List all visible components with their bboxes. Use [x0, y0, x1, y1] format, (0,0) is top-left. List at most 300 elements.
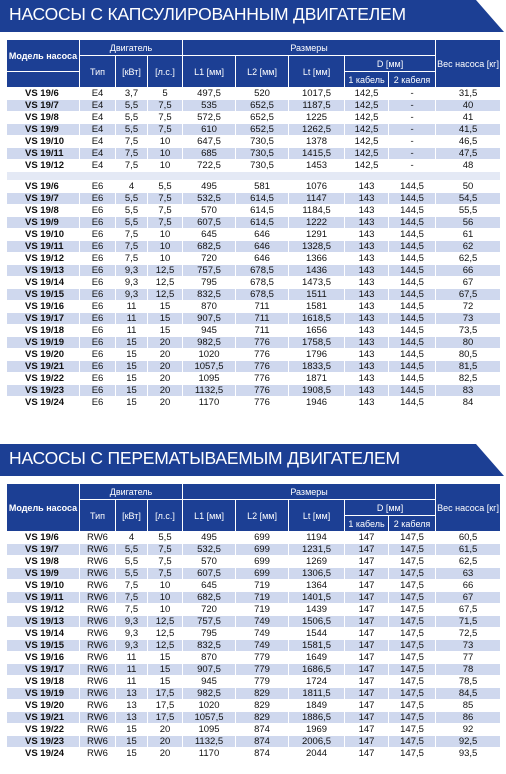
cell-type: E4: [80, 160, 116, 172]
cell-l2: 719: [236, 604, 289, 616]
header-d: D [мм]: [345, 56, 436, 72]
cell-l1: 795: [183, 628, 236, 640]
cell-kw: 5,5: [116, 124, 148, 136]
cell-lt: 1306,5: [289, 568, 345, 580]
cell-d-two-cables: 144,5: [389, 265, 436, 277]
cell-hp: 12,5: [148, 616, 183, 628]
cell-d-two-cables: 147,5: [389, 748, 436, 760]
cell-weight: 82,5: [436, 373, 501, 385]
cell-model: VS 19/12: [7, 160, 80, 172]
cell-l2: 614,5: [236, 205, 289, 217]
cell-kw: 15: [116, 397, 148, 409]
cell-d-one-cable: 142,5: [345, 100, 389, 112]
table-row: [7, 193, 501, 205]
cell-hp: 7,5: [148, 217, 183, 229]
cell-weight: 61,5: [436, 544, 501, 556]
cell-lt: 1291: [289, 229, 345, 241]
cell-l1: 1170: [183, 397, 236, 409]
cell-d-two-cables: 144,5: [389, 217, 436, 229]
cell-d-one-cable: 143: [345, 241, 389, 253]
cell-d-one-cable: 147: [345, 580, 389, 592]
cell-d-two-cables: 144,5: [389, 193, 436, 205]
cell-type: RW6: [80, 544, 116, 556]
table-row: [7, 148, 501, 160]
header-model-spacer: [7, 72, 80, 88]
cell-weight: 73: [436, 313, 501, 325]
table-row: [7, 736, 501, 748]
cell-l1: 722,5: [183, 160, 236, 172]
cell-kw: 5,5: [116, 556, 148, 568]
cell-type: RW6: [80, 580, 116, 592]
cell-kw: 9,3: [116, 289, 148, 301]
cell-model: VS 19/7: [7, 193, 80, 205]
cell-weight: 46,5: [436, 136, 501, 148]
cell-type: RW6: [80, 628, 116, 640]
cell-type: RW6: [80, 640, 116, 652]
cell-type: E6: [80, 205, 116, 217]
cell-hp: 7,5: [148, 193, 183, 205]
cell-hp: 15: [148, 676, 183, 688]
cell-kw: 7,5: [116, 229, 148, 241]
cell-hp: 20: [148, 736, 183, 748]
cell-model: VS 19/8: [7, 556, 80, 568]
cell-lt: 1656: [289, 325, 345, 337]
cell-hp: 20: [148, 724, 183, 736]
cell-d-two-cables: -: [389, 124, 436, 136]
table-body: [7, 181, 501, 409]
cell-d-one-cable: 147: [345, 640, 389, 652]
cell-l1: 570: [183, 205, 236, 217]
cell-lt: 1506,5: [289, 616, 345, 628]
cell-lt: 1366: [289, 253, 345, 265]
table-row: [7, 664, 501, 676]
cell-weight: 55,5: [436, 205, 501, 217]
cell-weight: 83: [436, 385, 501, 397]
header-l2: L2 [мм]: [236, 500, 289, 532]
table-row: [7, 229, 501, 241]
cell-hp: 7,5: [148, 100, 183, 112]
cell-l2: 776: [236, 349, 289, 361]
cell-lt: 1187,5: [289, 100, 345, 112]
table-row: [7, 277, 501, 289]
cell-kw: 15: [116, 349, 148, 361]
cell-kw: 5,5: [116, 205, 148, 217]
cell-hp: 10: [148, 241, 183, 253]
header-l1: L1 [мм]: [183, 56, 236, 88]
cell-type: RW6: [80, 532, 116, 544]
cell-d-one-cable: 147: [345, 700, 389, 712]
cell-l1: 645: [183, 580, 236, 592]
cell-d-one-cable: 147: [345, 544, 389, 556]
cell-hp: 10: [148, 229, 183, 241]
cell-lt: 1833,5: [289, 361, 345, 373]
cell-lt: 1328,5: [289, 241, 345, 253]
table-row: [7, 349, 501, 361]
cell-l1: 682,5: [183, 241, 236, 253]
section-title-rewindable: НАСОСЫ С ПЕРЕМАТЫВАЕМЫМ ДВИГАТЕЛЕМ: [9, 448, 400, 468]
cell-d-two-cables: 147,5: [389, 616, 436, 628]
cell-kw: 11: [116, 313, 148, 325]
cell-d-two-cables: 144,5: [389, 229, 436, 241]
cell-model: VS 19/11: [7, 241, 80, 253]
cell-lt: 1225: [289, 112, 345, 124]
cell-kw: 5,5: [116, 193, 148, 205]
cell-d-one-cable: 143: [345, 301, 389, 313]
cell-d-two-cables: -: [389, 160, 436, 172]
cell-lt: 1364: [289, 580, 345, 592]
cell-d-two-cables: 147,5: [389, 640, 436, 652]
cell-l2: 719: [236, 592, 289, 604]
cell-model: VS 19/23: [7, 385, 80, 397]
cell-kw: 11: [116, 664, 148, 676]
cell-kw: 11: [116, 301, 148, 313]
cell-kw: 9,3: [116, 628, 148, 640]
cell-d-one-cable: 143: [345, 253, 389, 265]
cell-d-one-cable: 147: [345, 532, 389, 544]
cell-d-one-cable: 143: [345, 277, 389, 289]
table-row: [7, 181, 501, 193]
cell-l2: 646: [236, 253, 289, 265]
cell-d-one-cable: 143: [345, 229, 389, 241]
cell-kw: 7,5: [116, 592, 148, 604]
table-row: [7, 628, 501, 640]
cell-hp: 7,5: [148, 556, 183, 568]
cell-hp: 10: [148, 148, 183, 160]
cell-lt: 1269: [289, 556, 345, 568]
cell-weight: 60,5: [436, 532, 501, 544]
cell-d-two-cables: 147,5: [389, 712, 436, 724]
cell-hp: 17,5: [148, 712, 183, 724]
table-row: [7, 112, 501, 124]
table-row: [7, 556, 501, 568]
cell-d-one-cable: 147: [345, 664, 389, 676]
cell-d-two-cables: 147,5: [389, 604, 436, 616]
cell-d-two-cables: 144,5: [389, 397, 436, 409]
cell-weight: 47,5: [436, 148, 501, 160]
header-l2: L2 [мм]: [236, 56, 289, 88]
table-row: [7, 568, 501, 580]
cell-hp: 15: [148, 301, 183, 313]
cell-kw: 5,5: [116, 100, 148, 112]
cell-hp: 7,5: [148, 124, 183, 136]
cell-model: VS 19/10: [7, 136, 80, 148]
cell-type: E6: [80, 301, 116, 313]
cell-d-one-cable: 147: [345, 556, 389, 568]
cell-l1: 1020: [183, 349, 236, 361]
cell-kw: 7,5: [116, 580, 148, 592]
cell-lt: 2044: [289, 748, 345, 760]
cell-l1: 495: [183, 532, 236, 544]
table-row: [7, 241, 501, 253]
table-row: [7, 337, 501, 349]
cell-d-two-cables: 144,5: [389, 241, 436, 253]
cell-d-one-cable: 142,5: [345, 136, 389, 148]
cell-kw: 3,7: [116, 88, 148, 100]
cell-weight: 67,5: [436, 289, 501, 301]
cell-l1: 982,5: [183, 688, 236, 700]
cell-model: VS 19/13: [7, 265, 80, 277]
cell-model: VS 19/11: [7, 148, 80, 160]
cell-l2: 776: [236, 385, 289, 397]
cell-lt: 1378: [289, 136, 345, 148]
cell-l1: 945: [183, 325, 236, 337]
cell-model: VS 19/10: [7, 229, 80, 241]
cell-d-one-cable: 143: [345, 217, 389, 229]
cell-l1: 720: [183, 253, 236, 265]
cell-l1: 757,5: [183, 265, 236, 277]
cell-hp: 17,5: [148, 688, 183, 700]
cell-d-two-cables: 144,5: [389, 337, 436, 349]
cell-hp: 10: [148, 253, 183, 265]
cell-l1: 685: [183, 148, 236, 160]
cell-type: RW6: [80, 652, 116, 664]
cell-hp: 20: [148, 361, 183, 373]
cell-d-one-cable: 142,5: [345, 88, 389, 100]
table-row: [7, 136, 501, 148]
cell-d-two-cables: 147,5: [389, 652, 436, 664]
cell-d-two-cables: 144,5: [389, 325, 436, 337]
cell-d-two-cables: -: [389, 148, 436, 160]
header-dimensions: Размеры: [183, 40, 436, 56]
header-type: Тип: [80, 56, 116, 88]
cell-hp: 20: [148, 349, 183, 361]
cell-d-one-cable: 143: [345, 385, 389, 397]
cell-l2: 829: [236, 688, 289, 700]
cell-hp: 5,5: [148, 532, 183, 544]
cell-d-one-cable: 147: [345, 616, 389, 628]
cell-hp: 17,5: [148, 700, 183, 712]
cell-model: VS 19/9: [7, 568, 80, 580]
cell-weight: 67: [436, 277, 501, 289]
cell-kw: 13: [116, 700, 148, 712]
cell-lt: 1796: [289, 349, 345, 361]
table-row: [7, 700, 501, 712]
cell-type: RW6: [80, 592, 116, 604]
cell-model: VS 19/24: [7, 748, 80, 760]
cell-l1: 1095: [183, 724, 236, 736]
cell-d-one-cable: 147: [345, 592, 389, 604]
cell-l2: 749: [236, 640, 289, 652]
cell-l1: 870: [183, 652, 236, 664]
cell-lt: 1262,5: [289, 124, 345, 136]
cell-weight: 67,5: [436, 604, 501, 616]
cell-model: VS 19/8: [7, 112, 80, 124]
cell-kw: 15: [116, 724, 148, 736]
cell-l1: 982,5: [183, 337, 236, 349]
cell-type: E6: [80, 349, 116, 361]
rewindable-motor-table: [6, 483, 501, 760]
cell-kw: 15: [116, 385, 148, 397]
cell-type: E6: [80, 181, 116, 193]
cell-lt: 1724: [289, 676, 345, 688]
cell-type: E4: [80, 112, 116, 124]
cell-d-one-cable: 147: [345, 748, 389, 760]
cell-model: VS 19/6: [7, 181, 80, 193]
cell-type: RW6: [80, 616, 116, 628]
cell-lt: 1473,5: [289, 277, 345, 289]
cell-weight: 62: [436, 241, 501, 253]
cell-hp: 15: [148, 325, 183, 337]
cell-model: VS 19/17: [7, 664, 80, 676]
cell-weight: 40: [436, 100, 501, 112]
header-engine: Двигатель: [80, 40, 183, 56]
cell-model: VS 19/12: [7, 604, 80, 616]
cell-type: RW6: [80, 664, 116, 676]
cell-lt: 1194: [289, 532, 345, 544]
cell-kw: 7,5: [116, 241, 148, 253]
cell-lt: 1946: [289, 397, 345, 409]
cell-d-one-cable: 143: [345, 289, 389, 301]
cell-l1: 645: [183, 229, 236, 241]
cell-lt: 1886,5: [289, 712, 345, 724]
cell-weight: 61: [436, 229, 501, 241]
table-row: [7, 88, 501, 100]
cell-weight: 85: [436, 700, 501, 712]
cell-weight: 78: [436, 664, 501, 676]
cell-l1: 870: [183, 301, 236, 313]
cell-weight: 86: [436, 712, 501, 724]
cell-d-two-cables: 144,5: [389, 361, 436, 373]
cell-d-one-cable: 143: [345, 181, 389, 193]
cell-kw: 7,5: [116, 160, 148, 172]
cell-lt: 1453: [289, 160, 345, 172]
cell-l1: 795: [183, 277, 236, 289]
cell-hp: 7,5: [148, 112, 183, 124]
cell-d-two-cables: 147,5: [389, 580, 436, 592]
cell-weight: 71,5: [436, 616, 501, 628]
cell-lt: 1758,5: [289, 337, 345, 349]
cell-l1: 1057,5: [183, 712, 236, 724]
cell-l1: 535: [183, 100, 236, 112]
cell-weight: 41,5: [436, 124, 501, 136]
cell-l2: 711: [236, 325, 289, 337]
cell-model: VS 19/16: [7, 652, 80, 664]
cell-l1: 610: [183, 124, 236, 136]
cell-l1: 1132,5: [183, 736, 236, 748]
header-hp: [л.с.]: [148, 56, 183, 88]
cell-hp: 20: [148, 385, 183, 397]
cell-model: VS 19/19: [7, 688, 80, 700]
cell-lt: 1581,5: [289, 640, 345, 652]
cell-l1: 1132,5: [183, 385, 236, 397]
cell-l2: 678,5: [236, 289, 289, 301]
cell-d-one-cable: 143: [345, 325, 389, 337]
cell-model: VS 19/9: [7, 124, 80, 136]
cell-d-two-cables: 144,5: [389, 289, 436, 301]
cell-weight: 50: [436, 181, 501, 193]
cell-type: E4: [80, 88, 116, 100]
cell-l1: 647,5: [183, 136, 236, 148]
table-row: [7, 373, 501, 385]
cell-hp: 12,5: [148, 265, 183, 277]
cell-type: E6: [80, 337, 116, 349]
cell-l2: 652,5: [236, 100, 289, 112]
cell-l1: 607,5: [183, 568, 236, 580]
cell-type: E4: [80, 136, 116, 148]
cell-type: E6: [80, 289, 116, 301]
cell-weight: 73,5: [436, 325, 501, 337]
cell-model: VS 19/13: [7, 616, 80, 628]
table-row: [7, 592, 501, 604]
cell-d-two-cables: 144,5: [389, 385, 436, 397]
cell-l2: 646: [236, 241, 289, 253]
cell-type: E6: [80, 385, 116, 397]
cell-lt: 1017,5: [289, 88, 345, 100]
cell-l1: 1170: [183, 748, 236, 760]
cell-lt: 1415,5: [289, 148, 345, 160]
cell-kw: 9,3: [116, 277, 148, 289]
cell-weight: 84: [436, 397, 501, 409]
header-one-cable: 1 кабель: [345, 516, 389, 532]
header-one-cable: 1 кабель: [345, 72, 389, 88]
cell-model: VS 19/10: [7, 580, 80, 592]
cell-type: RW6: [80, 724, 116, 736]
header-weight: Вес насоса [кг]: [436, 484, 501, 532]
cell-weight: 72,5: [436, 628, 501, 640]
cell-l2: 776: [236, 361, 289, 373]
table-row: [7, 676, 501, 688]
cell-l1: 532,5: [183, 544, 236, 556]
cell-lt: 1811,5: [289, 688, 345, 700]
cell-model: VS 19/16: [7, 301, 80, 313]
cell-l2: 730,5: [236, 160, 289, 172]
cell-d-one-cable: 142,5: [345, 148, 389, 160]
cell-hp: 15: [148, 664, 183, 676]
cell-model: VS 19/11: [7, 592, 80, 604]
cell-type: E4: [80, 124, 116, 136]
cell-d-one-cable: 143: [345, 397, 389, 409]
cell-l2: 614,5: [236, 193, 289, 205]
cell-type: RW6: [80, 736, 116, 748]
header-lt: Lt [мм]: [289, 500, 345, 532]
cell-weight: 56: [436, 217, 501, 229]
cell-hp: 20: [148, 337, 183, 349]
cell-d-one-cable: 143: [345, 205, 389, 217]
cell-l1: 572,5: [183, 112, 236, 124]
cell-l2: 779: [236, 664, 289, 676]
table-row: [7, 532, 501, 544]
cell-l1: 757,5: [183, 616, 236, 628]
cell-lt: 1076: [289, 181, 345, 193]
cell-type: E6: [80, 193, 116, 205]
table-row: [7, 580, 501, 592]
cell-kw: 7,5: [116, 604, 148, 616]
header-hp: [л.с.]: [148, 500, 183, 532]
cell-model: VS 19/7: [7, 544, 80, 556]
cell-l2: 614,5: [236, 217, 289, 229]
cell-model: VS 19/18: [7, 325, 80, 337]
cell-hp: 20: [148, 748, 183, 760]
cell-weight: 48: [436, 160, 501, 172]
header-model: Модель насоса: [7, 484, 80, 532]
cell-hp: 5,5: [148, 181, 183, 193]
cell-l2: 776: [236, 397, 289, 409]
cell-lt: 1871: [289, 373, 345, 385]
cell-weight: 31,5: [436, 88, 501, 100]
cell-d-one-cable: 147: [345, 688, 389, 700]
cell-lt: 1231,5: [289, 544, 345, 556]
cell-weight: 62,5: [436, 556, 501, 568]
cell-kw: 7,5: [116, 136, 148, 148]
cell-kw: 13: [116, 712, 148, 724]
cell-l1: 907,5: [183, 664, 236, 676]
cell-d-one-cable: 147: [345, 724, 389, 736]
cell-d-two-cables: 147,5: [389, 664, 436, 676]
cell-kw: 5,5: [116, 544, 148, 556]
table-row: [7, 724, 501, 736]
cell-kw: 15: [116, 337, 148, 349]
cell-type: RW6: [80, 712, 116, 724]
